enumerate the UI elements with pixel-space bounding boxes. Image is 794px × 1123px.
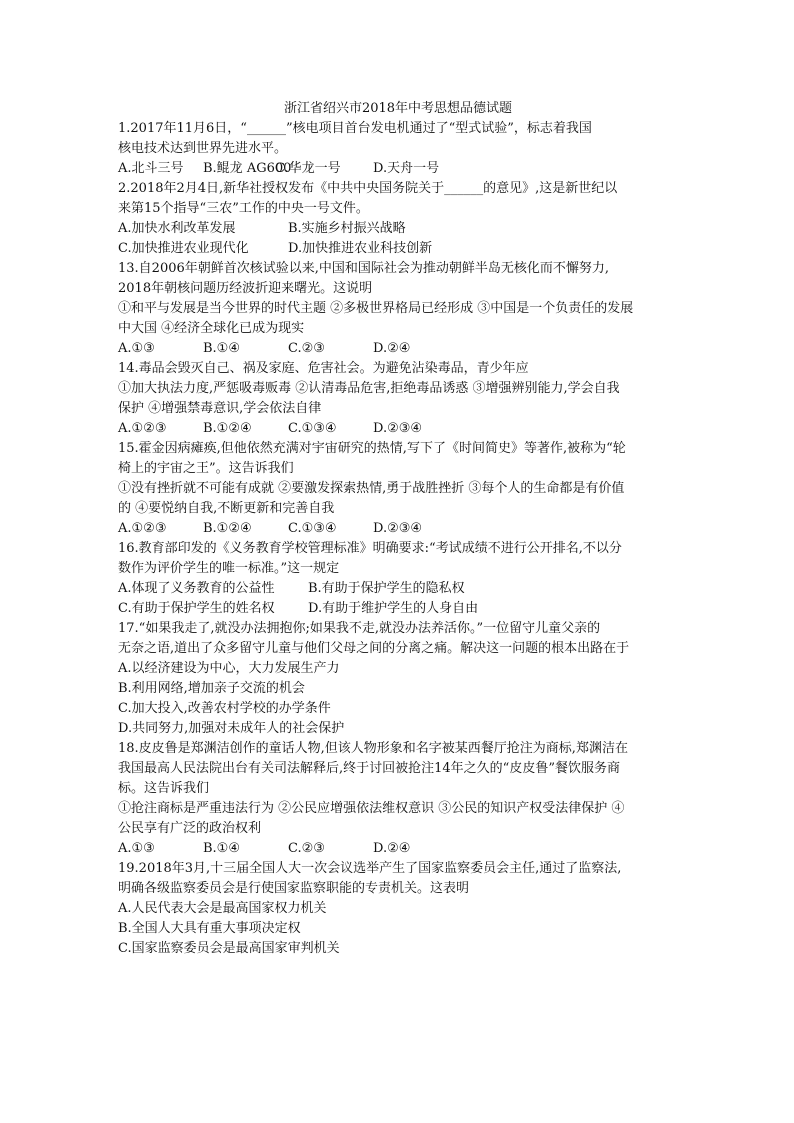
question-text: ①和平与发展是当今世界的时代主题 ②多极世界格局已经形成 ③中国是一个负责任的发展 — [118, 301, 634, 316]
question-16 — [118, 539, 678, 619]
option-b: B.①④ — [203, 841, 240, 856]
options-row — [118, 839, 678, 859]
option-b: B.鲲龙 AG600 — [203, 161, 292, 176]
option-a: A.北斗三号 — [118, 161, 184, 176]
question-text: 16.教育部印发的《义务教育学校管理标准》明确要求:“考试成绩不进行公开排名,不以分 — [118, 541, 622, 556]
question-text: ①抢注商标是严重违法行为 ②公民应增强依法维权意识 ③公民的知识产权受法律保护 ④ — [118, 801, 625, 816]
question-text: 我国最高人民法院出台有关司法解释后,终于讨回被抢注14年之久的“皮皮鲁”餐饮服务商 — [118, 761, 620, 776]
options-row — [118, 419, 678, 439]
option-c: C.①③④ — [288, 421, 337, 436]
option-a: A.①③ — [118, 341, 155, 356]
option-c: C.华龙一号 — [275, 161, 341, 176]
question-14 — [118, 359, 678, 439]
question-text: 来第15个指导“三农”工作的中央一号文件。 — [118, 201, 369, 216]
question-text: 1.2017年11月6日，“______”核电项目首台发电机通过了“型式试验”，标志着我国 — [118, 121, 592, 136]
option-c: C.加快推进农业现代化 — [118, 241, 249, 256]
option-b: B.①②④ — [203, 521, 252, 536]
question-text: 的 ④要悦纳自我,不断更新和完善自我 — [118, 501, 335, 516]
option-d: D.②③④ — [373, 421, 423, 436]
option-b: B.①④ — [203, 341, 240, 356]
options-row — [118, 579, 678, 599]
option-d: D.有助于维护学生的人身自由 — [308, 601, 479, 616]
options-row — [118, 219, 678, 239]
option-d: D.天舟一号 — [373, 161, 440, 176]
question-text: 无奈之语,道出了众多留守儿童与他们父母之间的分离之痛。解决这一问题的根本出路在于 — [118, 641, 630, 656]
question-text: 标。这告诉我们 — [118, 781, 210, 796]
option-b: B.利用网络,增加亲子交流的机会 — [118, 681, 305, 696]
question-text: 核电技术达到世界先进水平。 — [118, 141, 288, 156]
option-d: D.②④ — [373, 841, 411, 856]
option-a: A.加快水利改革发展 — [118, 221, 236, 236]
question-text: ①没有挫折就不可能有成就 ②要激发探索热情,勇于战胜挫折 ③每个人的生命都是有价值 — [118, 481, 625, 496]
question-17 — [118, 619, 678, 739]
option-b: B.实施乡村振兴战略 — [288, 221, 406, 236]
question-19 — [118, 859, 678, 959]
option-b: B.有助于保护学生的隐私权 — [308, 581, 465, 596]
question-text: 明确各级监察委员会是行使国家监察职能的专责机关。这表明 — [118, 881, 470, 896]
option-a: A.①②③ — [118, 421, 167, 436]
option-d: D.共同努力,加强对未成年人的社会保护 — [118, 721, 345, 736]
question-text: 保护 ④增强禁毒意识,学会依法自律 — [118, 401, 322, 416]
question-13 — [118, 259, 678, 359]
option-a: A.以经济建设为中心，大力发展生产力 — [118, 661, 340, 676]
question-text: 椅上的宇宙之王”。这告诉我们 — [118, 461, 294, 476]
options-row — [118, 599, 678, 619]
option-a: A.①③ — [118, 841, 155, 856]
option-c: C.①③④ — [288, 521, 337, 536]
options-row — [118, 339, 678, 359]
page-title: 浙江省绍兴市2018年中考思想品德试题 — [283, 101, 513, 116]
question-text: 14.毒品会毁灭自己、祸及家庭、危害社会。为避免沾染毒品，青少年应 — [118, 361, 529, 376]
option-b: B.①②④ — [203, 421, 252, 436]
question-18 — [118, 739, 678, 859]
question-text: 中大国 ④经济全球化已成为现实 — [118, 321, 305, 336]
question-text: 2.2018年2月4日,新华社授权发布《中共中央国务院关于______的意见》,这是新世纪以 — [118, 181, 618, 196]
option-d: D.加快推进农业科技创新 — [288, 241, 433, 256]
question-text: ①加大执法力度,严惩吸毒贩毒 ②认清毒品危害,拒绝毒品诱惑 ③增强辨别能力,学会自我 — [118, 381, 620, 396]
question-15 — [118, 439, 678, 539]
question-1 — [118, 119, 678, 179]
option-c: C.②③ — [288, 841, 325, 856]
option-b: B.全国人大具有重大事项决定权 — [118, 921, 301, 936]
option-a: A.①②③ — [118, 521, 167, 536]
question-2 — [118, 179, 678, 259]
question-text: 17.“如果我走了,就没办法拥抱你;如果我不走,就没办法养活你。”一位留守儿童父亲的 — [118, 621, 601, 636]
question-text: 15.霍金因病瘫痪,但他依然充满对宇宙研究的热情,写下了《时间简史》等著作,被称为“轮 — [118, 441, 626, 456]
question-text: 19.2018年3月,十三届全国人大一次会议选举产生了国家监察委员会主任,通过了监察法, — [118, 861, 622, 876]
option-a: A.体现了义务教育的公益性 — [118, 581, 275, 596]
option-c: C.有助于保护学生的姓名权 — [118, 601, 275, 616]
options-row — [118, 239, 678, 259]
option-d: D.②④ — [373, 341, 411, 356]
exam-content — [118, 99, 678, 959]
option-c: C.国家监察委员会是最高国家审判机关 — [118, 941, 340, 956]
option-a: A.人民代表大会是最高国家权力机关 — [118, 901, 327, 916]
option-c: C.②③ — [288, 341, 325, 356]
question-text: 2018年朝核问题历经波折迎来曙光。这说明 — [118, 281, 373, 296]
question-text: 数作为评价学生的唯一标准。”这一规定 — [118, 561, 340, 576]
option-c: C.加大投入,改善农村学校的办学条件 — [118, 701, 331, 716]
question-text: 13.自2006年朝鲜首次核试验以来,中国和国际社会为推动朝鲜半岛无核化而不懈努力, — [118, 261, 610, 276]
options-row — [118, 159, 678, 179]
question-text: 公民享有广泛的政治权利 — [118, 821, 262, 836]
options-row — [118, 519, 678, 539]
option-d: D.②③④ — [373, 521, 423, 536]
question-text: 18.皮皮鲁是郑渊洁创作的童话人物,但该人物形象和名字被某西餐厅抢注为商标,郑渊洁在 — [118, 741, 628, 756]
